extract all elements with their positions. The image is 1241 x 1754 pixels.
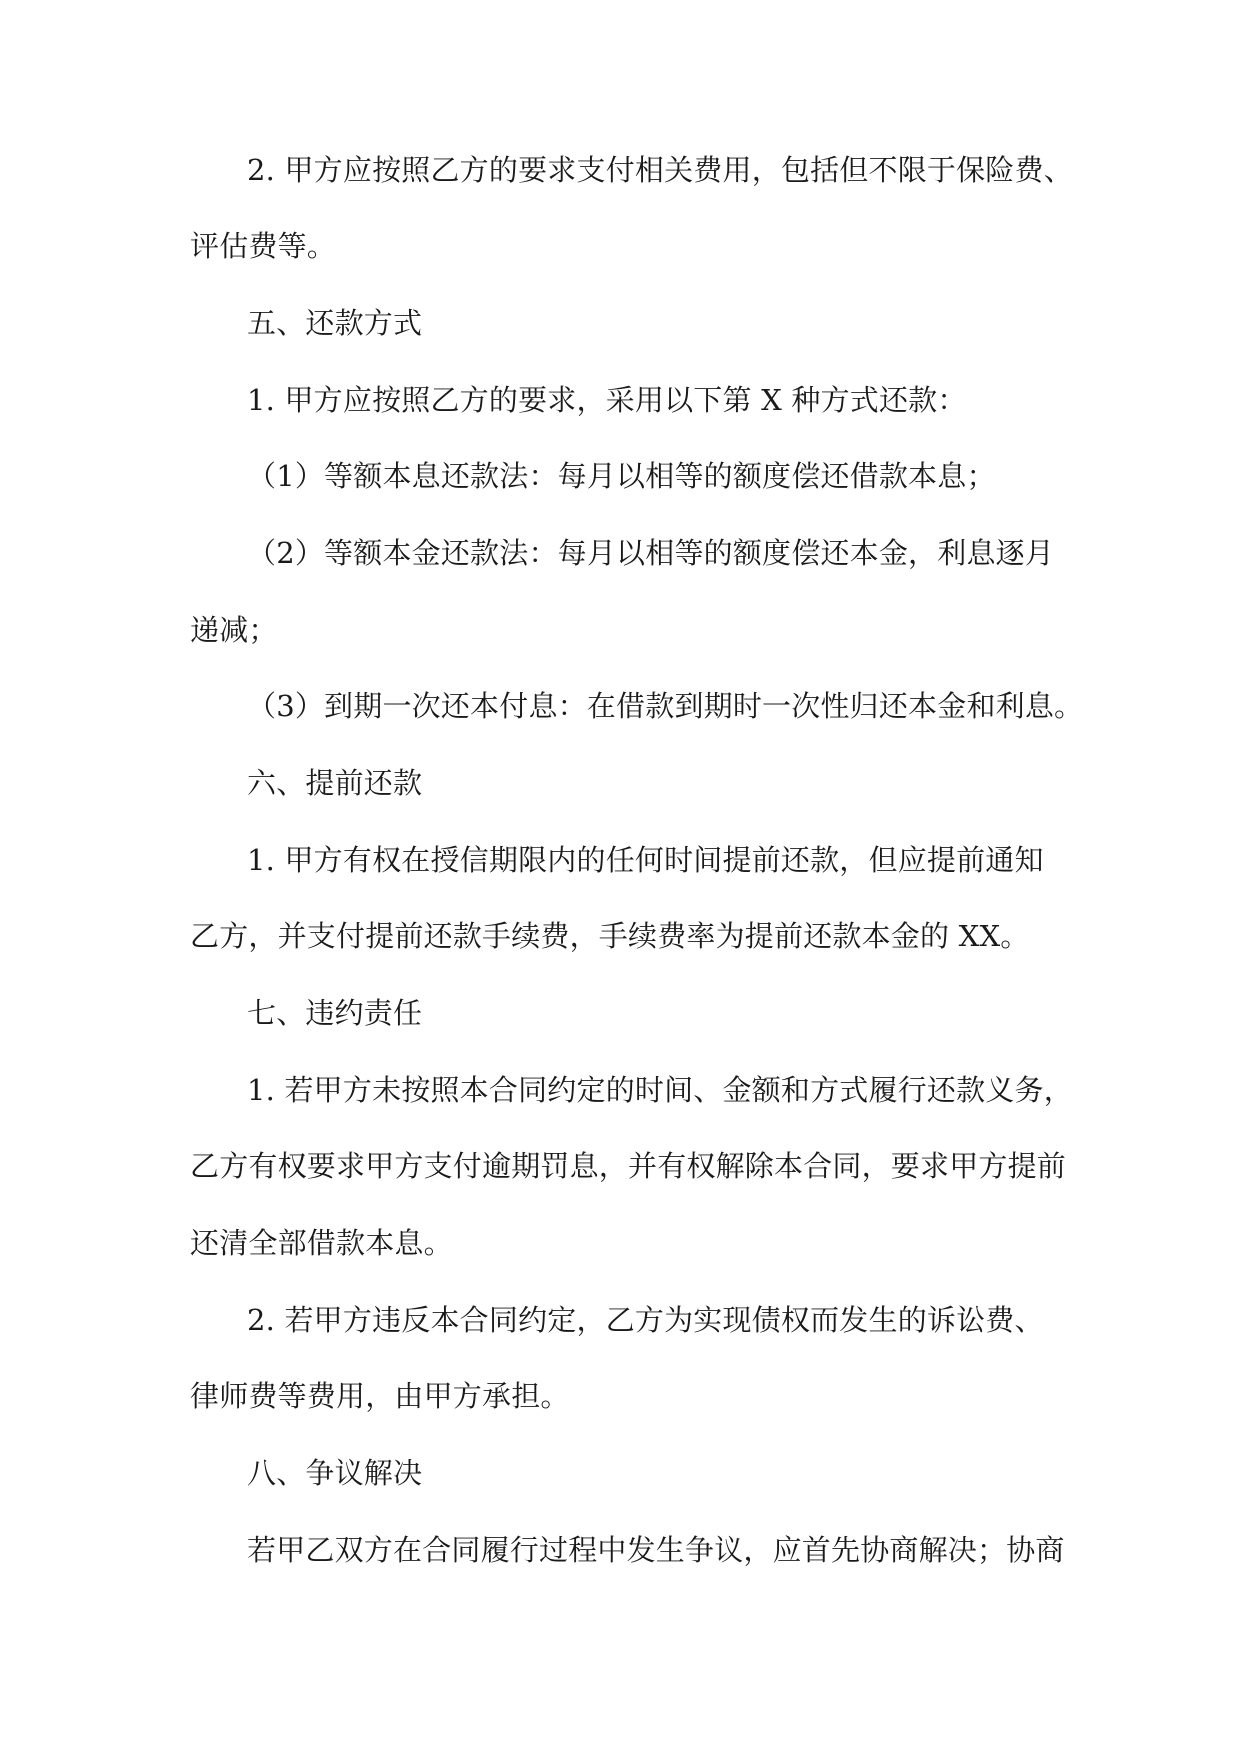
paragraph-line: 律师费等费用，由甲方承担。 bbox=[190, 1379, 570, 1413]
paragraph-line: 1. 若甲方未按照本合同约定的时间、金额和方式履行还款义务， bbox=[247, 1073, 1073, 1107]
paragraph-line: 还清全部借款本息。 bbox=[190, 1226, 453, 1260]
list-item: （2）等额本金还款法：每月以相等的额度偿还本金，利息逐月 bbox=[247, 536, 1055, 570]
paragraph-line: 若甲乙双方在合同履行过程中发生争议，应首先协商解决；协商 bbox=[247, 1533, 1065, 1567]
list-item: （3）到期一次还本付息：在借款到期时一次性归还本金和利息。 bbox=[247, 689, 1084, 723]
section-heading: 七、违约责任 bbox=[247, 996, 423, 1030]
paragraph-line: 乙方有权要求甲方支付逾期罚息，并有权解除本合同，要求甲方提前 bbox=[190, 1149, 1067, 1183]
section-heading: 五、还款方式 bbox=[247, 306, 423, 340]
paragraph-line: 评估费等。 bbox=[190, 229, 337, 263]
list-item: （1）等额本息还款法：每月以相等的额度偿还借款本息； bbox=[247, 459, 996, 493]
paragraph-line: 1. 甲方有权在授信期限内的任何时间提前还款，但应提前通知 bbox=[247, 843, 1044, 877]
paragraph-line: 2. 若甲方违反本合同约定，乙方为实现债权而发生的诉讼费、 bbox=[247, 1303, 1044, 1337]
section-heading: 八、争议解决 bbox=[247, 1456, 423, 1490]
paragraph-line: 2. 甲方应按照乙方的要求支付相关费用，包括但不限于保险费、 bbox=[247, 153, 1073, 187]
section-heading: 六、提前还款 bbox=[247, 766, 423, 800]
paragraph-line: 1. 甲方应按照乙方的要求，采用以下第 X 种方式还款： bbox=[247, 383, 967, 417]
paragraph-line: 乙方，并支付提前还款手续费，手续费率为提前还款本金的 XX。 bbox=[190, 919, 1030, 953]
paragraph-line: 递减； bbox=[190, 613, 278, 647]
